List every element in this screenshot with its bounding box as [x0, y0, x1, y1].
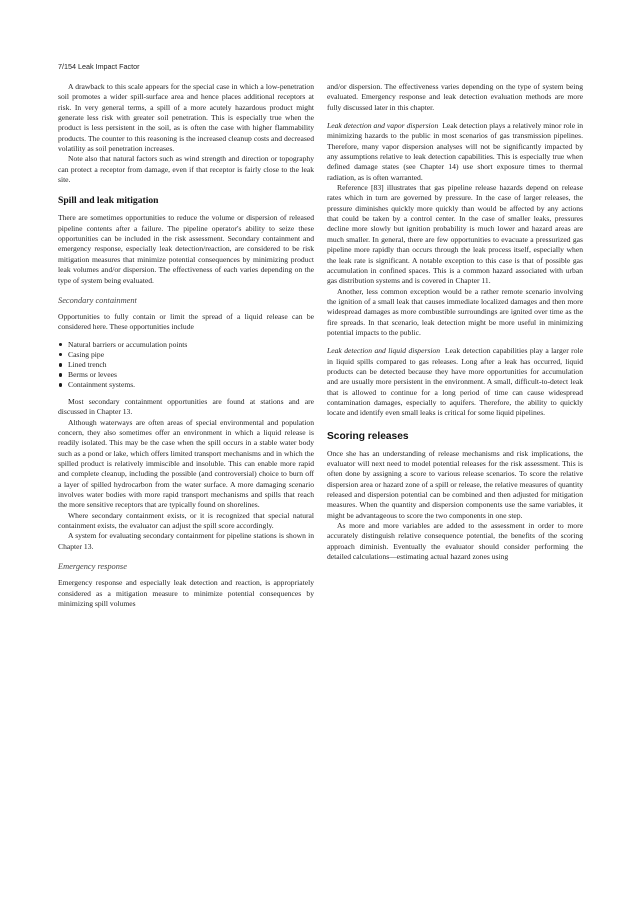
body-paragraph: A system for evaluating secondary containment for pipeline stations is shown in Chapter 13. — [58, 531, 314, 551]
containment-list — [58, 340, 314, 390]
body-paragraph: Opportunities to fully contain or limit the spread of a liquid release can be considered here. These opportunities include — [58, 311, 314, 332]
list-item: Containment systems. — [58, 380, 314, 390]
running-head: 7/154 Leak Impact Factor — [58, 62, 140, 71]
body-paragraph: Another, less common exception would be a rather remote scenario involving the ignition of a small leak that causes immediate localized damages and then more widespread damages as more combustible surroundings are ignited over time as the fire spreads. In that scenario, leak detection might be more useful in minimizing potential impacts to the public. — [327, 286, 583, 337]
left-column — [58, 82, 314, 609]
bullet-icon — [59, 383, 62, 386]
body-paragraph: There are sometimes opportunities to reduce the volume or dispersion of released pipeline contents after a failure. The pipeline operator's ability to seize these opportunities can be included in the risk assessment. Secondary containment and emergency response, especially leak detection/reaction, are considered to be risk mitigation measures that minimize potential consequences by minimizing product leak volumes and/or dispersion. The effectiveness of each varies depending on the type of system being evaluated. — [58, 213, 314, 285]
body-paragraph: Note also that natural factors such as wind strength and direction or topography can protect a receptor from damage, even if that receptor is fairly close to the leak site. — [58, 154, 314, 185]
bullet-icon — [59, 373, 62, 376]
runin-heading-liquid: Leak detection and liquid dispersion — [327, 346, 441, 356]
list-item: Casing pipe — [58, 350, 314, 360]
body-paragraph: Most secondary containment opportunities are found at stations and are discussed in Chapter 13. — [58, 397, 314, 417]
list-item: Berms or levees — [58, 370, 314, 380]
body-paragraph: Although waterways are often areas of special environmental and population concern, they also sometimes offer an environment in which a liquid release is readily isolated. This may be the case when the spill occurs in a stable water body such as a pond or lake, which offers limited transport mechanisms and in which the spilled product is relatively immiscible and insoluble. This can enable more rapid and complete cleanup, including the possible (and controversial) choice to burn off a layer of spilled hydrocarbon from the water surface. A more damaging scenario involves water bodies with more rapid transport mechanisms and spills that reach the more sensitive receptors that are typically found on shorelines. — [58, 417, 314, 510]
body-paragraph: Once she has an understanding of release mechanisms and risk implications, the evaluator will next need to model potential releases for the risk assessment. This is often done by assigning a score to various release scenarios. To score the relative dispersion area or hazard zone of a spill or release, the relative measures of quantity released and dispersion potential can be combined and then adjusted for mitigation measures. When the quantity and dispersion components use the same variables, it might be advantageous to score the two components in one step. — [327, 448, 583, 520]
list-item: Natural barriers or accumulation points — [58, 340, 314, 350]
bullet-icon — [59, 343, 62, 346]
list-item: Lined trench — [58, 360, 314, 370]
right-column — [327, 82, 583, 562]
bullet-icon — [59, 363, 62, 366]
runin-heading-vapor: Leak detection and vapor dispersion — [327, 121, 439, 131]
body-paragraph: Where secondary containment exists, or it is recognized that special natural containment exists, the evaluator can adjust the spill score accordingly. — [58, 510, 314, 531]
body-paragraph: As more and more variables are added to the assessment in order to more accurately distinguish relative consequence potential, the benefits of the scoring approach diminish. Eventually the evaluator should consider performing the detailed calculations—estimating actual hazard zones using — [327, 521, 583, 562]
body-paragraph: Leak detection and vapor dispersion Leak detection plays a relatively minor role in minimizing hazards to the public in most scenarios of gas transmission pipelines. Therefore, many vapor dispersion analyses will not be significantly impacted by any assumptions relative to leak detection capabilities. This is especially true when defined damage states (see Chapter 14) use short exposure times to thermal radiation, as is often warranted. — [327, 121, 584, 182]
section-heading-spill-mitigation: Spill and leak mitigation — [58, 195, 159, 207]
body-paragraph: Emergency response and especially leak detection and reaction, is appropriately considered as a mitigation measure to minimize potential consequences by minimizing spill volumes — [58, 578, 314, 608]
subheading-emergency-response: Emergency response — [58, 562, 127, 572]
bullet-icon — [59, 353, 62, 356]
body-paragraph: Reference [83] illustrates that gas pipeline release hazards depend on release rates which in turn are governed by pressure. In the case of larger releases, the pressure diminishes quickly more quickly than would be affected by any actions that could be taken by a control center. In the case of smaller leaks, pressures decline more slowly but ignition probability is much lower and hazard areas are much smaller. In general, there are few opportunities to evacuate a pressurized gas pipeline more rapidly than occurs through the leak process itself, especially when the leak rate is significant. A notable exception to this case is that of possible gas accumulation in confined spaces. This is a common hazard associated with urban gas distribution systems and is covered in Chapter 11. — [327, 183, 583, 286]
body-paragraph: Leak detection and liquid dispersion Leak detection capabilities play a larger role in liquid spills compared to gas releases. Long after a leak has occurred, liquid products can be detected because they have more opportunities for accumulation and are usually more persistent in the environment. A small, difficult-to-detect leak that is allowed to continue for a long period of time can cause widespread contamination damages, especially to aquifers. Therefore, the ability to quickly locate and identify even small leaks is critical for some liquid pipelines. — [327, 346, 583, 418]
body-paragraph: and/or dispersion. The effectiveness varies depending on the type of system being evaluated. Emergency response and leak detection evaluation methods are more fully discussed later in this chapter. — [327, 82, 583, 112]
subheading-secondary-containment: Secondary containment — [58, 295, 137, 305]
body-paragraph: A drawback to this scale appears for the special case in which a low-penetration soil promotes a wider spill-surface area and hence places additional receptors at risk. In very general terms, a spill of a more acutely hazardous product might generate less risk with greater soil penetration. This is especially true when the product is less persistent in the soil, as is often the case with higher flammability products. The counter to this reasoning is the increased cleanup costs and decreased volatility as soil penetration increases. — [58, 82, 314, 154]
section-heading-scoring-releases: Scoring releases — [327, 430, 409, 442]
